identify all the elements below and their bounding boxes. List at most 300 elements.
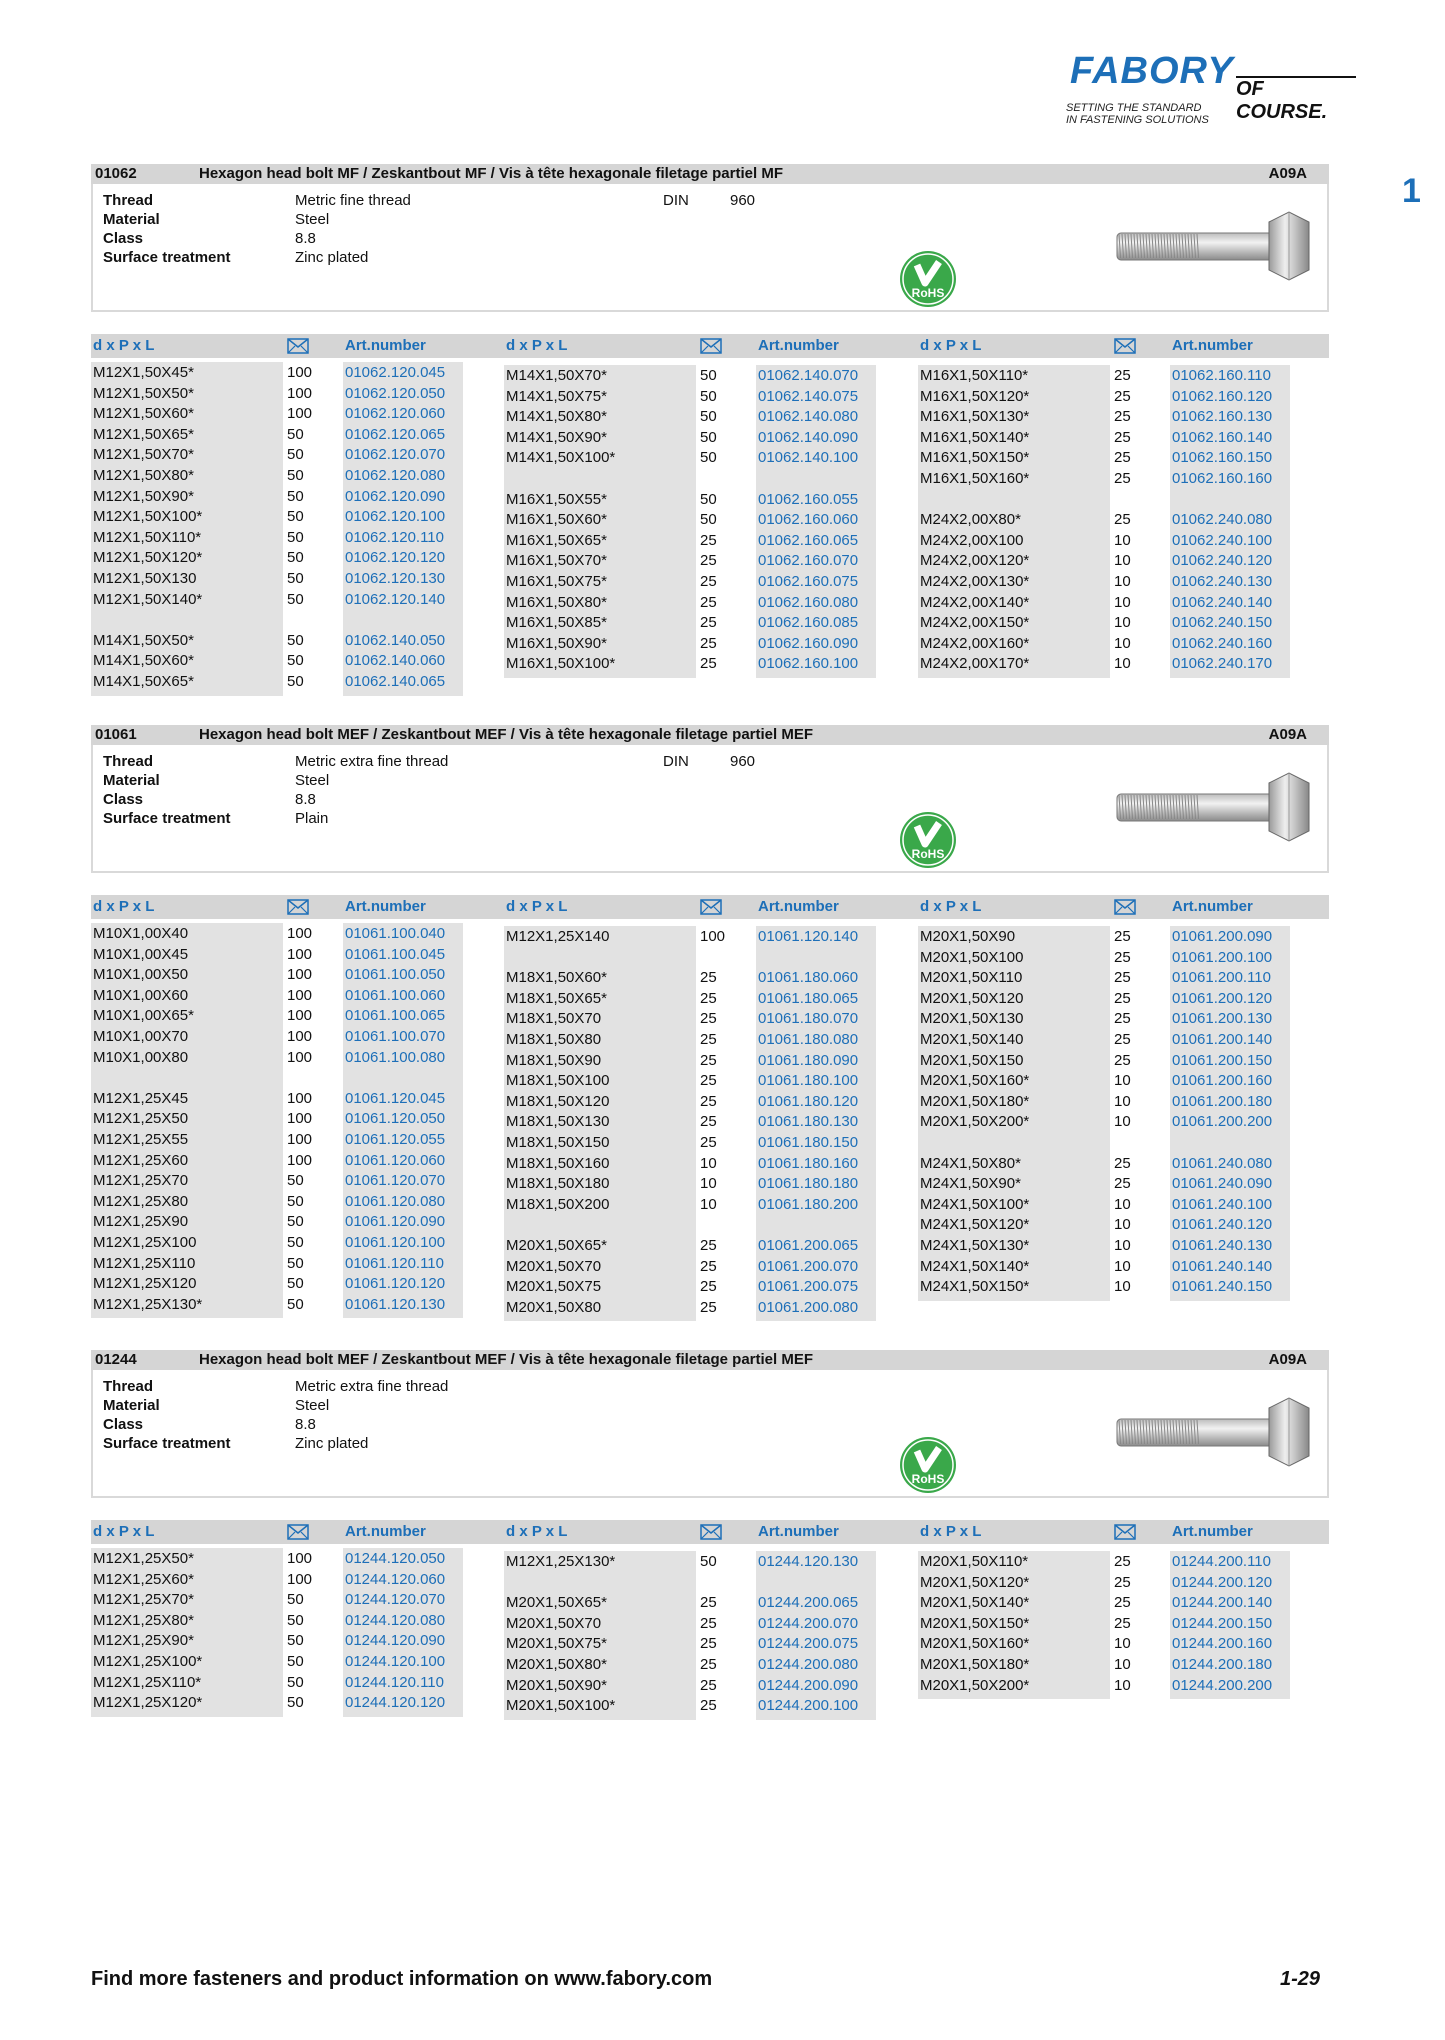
- quantity-cell: 50: [287, 673, 304, 690]
- section-header: [91, 725, 1329, 745]
- column-header-size: d x P x L: [506, 1523, 568, 1540]
- art-number-link[interactable]: 01061.120.080: [345, 1192, 446, 1210]
- art-number-link[interactable]: 01061.180.180: [758, 1175, 859, 1193]
- quantity-cell: 10: [1114, 634, 1131, 652]
- column-header-art: Art.number: [1172, 337, 1253, 354]
- size-cell: M24X1,50X100*: [920, 1195, 1030, 1213]
- art-number-link[interactable]: 01061.200.100: [1172, 948, 1273, 966]
- art-number-link[interactable]: 01061.180.070: [758, 1010, 859, 1028]
- quantity-cell: 50: [287, 1213, 304, 1231]
- spec-label-class: Class: [103, 791, 144, 808]
- art-number-link[interactable]: 01061.200.140: [1172, 1031, 1273, 1048]
- art-number-link[interactable]: 01061.240.100: [1172, 1195, 1273, 1213]
- quantity-cell: 10: [1114, 1278, 1131, 1296]
- size-cell: M12X1,25X60*: [93, 1570, 194, 1588]
- art-number-link[interactable]: 01062.140.070: [758, 367, 859, 384]
- art-number-link[interactable]: 01062.160.100: [758, 655, 859, 673]
- art-number-link[interactable]: 01061.200.180: [1172, 1092, 1273, 1110]
- art-number-link[interactable]: 01061.100.045: [345, 945, 446, 963]
- art-number-link[interactable]: 01061.100.050: [345, 966, 446, 984]
- quantity-cell: 50: [287, 1694, 304, 1712]
- art-number-link[interactable]: 01061.180.200: [758, 1195, 859, 1213]
- size-cell: M20X1,50X70: [506, 1257, 602, 1275]
- envelope-icon: [700, 338, 722, 354]
- size-cell: M12X1,50X100*: [93, 508, 203, 526]
- art-number-link[interactable]: 01061.120.100: [345, 1234, 446, 1251]
- brand-tagline: [1066, 102, 1286, 126]
- art-number-link[interactable]: 01244.200.200: [1172, 1676, 1273, 1694]
- art-number-link[interactable]: 01061.120.045: [345, 1089, 446, 1107]
- art-number-link[interactable]: 01244.200.110: [1172, 1553, 1271, 1570]
- art-number-link[interactable]: 01244.200.120: [1172, 1573, 1273, 1591]
- column-header-size: d x P x L: [506, 898, 568, 915]
- art-number-link[interactable]: 01062.160.085: [758, 614, 859, 632]
- envelope-icon: [1114, 338, 1136, 354]
- quantity-cell: 25: [700, 531, 717, 549]
- art-number-link[interactable]: 01062.140.065: [345, 673, 446, 690]
- quantity-cell: 25: [700, 655, 717, 673]
- size-cell: M12X1,50X65*: [93, 425, 194, 443]
- art-number-link[interactable]: 01244.120.070: [345, 1591, 446, 1609]
- quantity-cell: 50: [287, 631, 304, 649]
- envelope-icon: [1114, 899, 1136, 915]
- quantity-cell: 10: [1114, 1257, 1131, 1275]
- column-header-row: [91, 334, 1329, 358]
- art-number-link[interactable]: 01061.240.120: [1172, 1216, 1273, 1234]
- size-cell: M16X1,50X160*: [920, 470, 1030, 487]
- art-number-link[interactable]: 01061.240.140: [1172, 1257, 1273, 1275]
- spec-label-class: Class: [103, 230, 144, 247]
- art-number-link[interactable]: 01062.140.100: [758, 449, 859, 467]
- spec-label-surface: Surface treatment: [103, 249, 231, 266]
- quantity-cell: 100: [287, 986, 313, 1004]
- quantity-cell: 100: [287, 364, 313, 381]
- size-cell: M20X1,50X120*: [920, 1573, 1030, 1591]
- tagline-line-2: IN FASTENING SOLUTIONS: [1066, 114, 1209, 126]
- size-cell: M12X1,50X80*: [93, 467, 194, 484]
- rohs-label: RoHS: [911, 1472, 945, 1486]
- size-cell: M10X1,00X50: [93, 966, 189, 984]
- size-cell: M16X1,50X55*: [506, 490, 607, 508]
- column-header-size: d x P x L: [920, 1523, 982, 1540]
- art-number-link[interactable]: 01062.240.160: [1172, 634, 1273, 652]
- size-cell: M24X2,00X140*: [920, 593, 1030, 611]
- column-header-size: d x P x L: [506, 337, 568, 354]
- quantity-cell: 10: [1114, 552, 1131, 570]
- art-number-link[interactable]: 01061.120.070: [345, 1172, 446, 1190]
- envelope-icon: [287, 1524, 309, 1540]
- art-number-link[interactable]: 01062.160.140: [1172, 428, 1273, 446]
- size-cell: M16X1,50X70*: [506, 552, 607, 570]
- art-number-link[interactable]: 01244.120.100: [345, 1653, 446, 1670]
- art-number-link[interactable]: 01062.160.080: [758, 593, 859, 611]
- art-number-link[interactable]: 01062.120.100: [345, 508, 446, 526]
- quantity-cell: 100: [287, 1048, 313, 1066]
- art-number-link[interactable]: 01062.120.090: [345, 487, 446, 505]
- art-number-link[interactable]: 01062.160.070: [758, 552, 859, 570]
- quantity-cell: 100: [287, 1550, 313, 1567]
- art-number-link[interactable]: 01062.140.060: [345, 652, 446, 670]
- quantity-cell: 50: [700, 1553, 717, 1570]
- art-number-link[interactable]: 01062.140.080: [758, 408, 859, 426]
- quantity-cell: 50: [700, 511, 717, 529]
- quantity-cell: 10: [1114, 1676, 1131, 1694]
- size-cell: M12X1,25X80: [93, 1192, 189, 1210]
- column-header-row: [91, 1520, 1329, 1544]
- spec-value-material: Steel: [295, 772, 330, 789]
- quantity-cell: 100: [700, 928, 726, 945]
- quantity-cell: 50: [700, 428, 717, 446]
- art-number-link[interactable]: 01061.240.080: [1172, 1154, 1273, 1172]
- art-number-link[interactable]: 01062.120.130: [345, 570, 446, 587]
- art-number-link[interactable]: 01244.200.100: [758, 1697, 859, 1715]
- art-number-link[interactable]: 01062.120.070: [345, 446, 446, 464]
- art-number-link[interactable]: 01244.200.065: [758, 1594, 859, 1612]
- quantity-cell: 25: [700, 1010, 717, 1028]
- din-value: 960: [730, 192, 756, 209]
- art-number-link[interactable]: 01062.240.170: [1172, 655, 1273, 673]
- art-number-link[interactable]: 01061.200.090: [1172, 928, 1273, 945]
- art-number-link[interactable]: 01062.240.130: [1172, 573, 1273, 590]
- size-cell: M16X1,50X100*: [506, 655, 616, 673]
- din-value: 960: [730, 753, 756, 770]
- quantity-cell: 25: [700, 1134, 717, 1151]
- quantity-cell: 100: [287, 1028, 313, 1045]
- quantity-cell: 25: [700, 1237, 717, 1254]
- quantity-cell: 25: [700, 1051, 717, 1069]
- product-section-01061: [91, 725, 1329, 1316]
- size-cell: M24X2,00X120*: [920, 552, 1030, 570]
- art-number-link[interactable]: 01061.180.060: [758, 969, 859, 987]
- art-number-link[interactable]: 01244.200.080: [758, 1656, 859, 1673]
- art-number-link[interactable]: 01244.200.070: [758, 1614, 859, 1632]
- art-number-link[interactable]: 01061.240.090: [1172, 1175, 1273, 1193]
- spec-value-material: Steel: [295, 211, 330, 228]
- quantity-cell: 25: [700, 1614, 717, 1632]
- size-cell: M10X1,00X70: [93, 1028, 189, 1045]
- art-number-link[interactable]: 01062.160.150: [1172, 449, 1273, 467]
- spec-label-thread: Thread: [103, 753, 154, 770]
- art-number-link[interactable]: 01061.180.130: [758, 1113, 859, 1131]
- product-code: 01061: [95, 726, 137, 743]
- column-header-size: d x P x L: [93, 1523, 155, 1540]
- quantity-cell: 10: [1114, 1113, 1131, 1131]
- quantity-cell: 50: [287, 652, 304, 670]
- quantity-cell: 25: [700, 634, 717, 652]
- quantity-cell: 25: [1114, 470, 1131, 487]
- column-header-size: d x P x L: [93, 898, 155, 915]
- art-number-link[interactable]: 01244.120.130: [758, 1553, 859, 1570]
- quantity-cell: 50: [287, 590, 304, 608]
- art-number-link[interactable]: 01062.240.140: [1172, 593, 1273, 611]
- spec-box: [91, 745, 1329, 873]
- quantity-cell: 25: [700, 1031, 717, 1048]
- art-number-link[interactable]: 01062.160.160: [1172, 470, 1273, 487]
- art-number-link[interactable]: 01244.120.050: [345, 1550, 446, 1567]
- size-cell: M20X1,50X100*: [506, 1697, 616, 1715]
- quantity-cell: 10: [1114, 1216, 1131, 1234]
- art-number-link[interactable]: 01062.120.120: [345, 549, 446, 567]
- size-cell: M24X1,50X120*: [920, 1216, 1030, 1234]
- column-header-art: Art.number: [758, 1523, 839, 1540]
- art-number-link[interactable]: 01062.160.060: [758, 511, 859, 529]
- art-number-link[interactable]: 01244.200.150: [1172, 1614, 1273, 1632]
- art-number-link[interactable]: 01244.120.080: [345, 1611, 446, 1629]
- size-cell: M12X1,25X120*: [93, 1694, 203, 1712]
- quantity-cell: 10: [700, 1175, 717, 1193]
- quantity-cell: 50: [287, 1254, 304, 1272]
- art-number-link[interactable]: 01244.120.110: [345, 1673, 444, 1691]
- size-cell: M16X1,50X65*: [506, 531, 607, 549]
- column-header-art: Art.number: [1172, 898, 1253, 915]
- quantity-cell: 100: [287, 966, 313, 984]
- rohs-badge-icon: [899, 250, 957, 308]
- quantity-cell: 50: [287, 1632, 304, 1650]
- hex-bolt-image: [1113, 1396, 1311, 1468]
- size-cell: M12X1,25X130*: [506, 1553, 616, 1570]
- art-number-link[interactable]: 01061.200.120: [1172, 989, 1273, 1007]
- art-number-link[interactable]: 01244.200.090: [758, 1676, 859, 1694]
- spec-label-material: Material: [103, 211, 160, 228]
- quantity-cell: 50: [287, 487, 304, 505]
- quantity-cell: 50: [287, 1591, 304, 1609]
- size-cell: M18X1,50X70: [506, 1010, 602, 1028]
- spec-value-thread: Metric extra fine thread: [295, 1378, 449, 1395]
- art-number-link[interactable]: 01062.160.075: [758, 573, 859, 590]
- size-cell: M10X1,00X40: [93, 925, 189, 942]
- art-number-link[interactable]: 01062.240.100: [1172, 531, 1273, 549]
- size-cell: M18X1,50X150: [506, 1134, 610, 1151]
- size-cell: M24X2,00X170*: [920, 655, 1030, 673]
- din-label: DIN: [663, 192, 689, 209]
- art-number-link[interactable]: 01061.200.150: [1172, 1051, 1273, 1069]
- column-header-size: d x P x L: [93, 337, 155, 354]
- quantity-cell: 25: [1114, 1031, 1131, 1048]
- art-number-link[interactable]: 01062.120.110: [345, 528, 444, 546]
- art-number-link[interactable]: 01061.120.090: [345, 1213, 446, 1231]
- art-number-link[interactable]: 01244.120.060: [345, 1570, 446, 1588]
- quantity-cell: 10: [1114, 531, 1131, 549]
- size-cell: M16X1,50X140*: [920, 428, 1030, 446]
- art-number-link[interactable]: 01061.180.080: [758, 1031, 859, 1048]
- art-number-link[interactable]: 01061.180.065: [758, 989, 859, 1007]
- size-cell: M14X1,50X90*: [506, 428, 607, 446]
- art-number-link[interactable]: 01061.200.065: [758, 1237, 859, 1254]
- art-number-link[interactable]: 01062.140.075: [758, 387, 859, 405]
- envelope-icon: [700, 1524, 722, 1540]
- size-cell: M12X1,25X110: [93, 1254, 196, 1272]
- art-number-link[interactable]: 01244.200.160: [1172, 1635, 1273, 1653]
- art-number-link[interactable]: 01062.140.050: [345, 631, 446, 649]
- art-number-link[interactable]: 01062.120.080: [345, 467, 446, 484]
- art-number-link[interactable]: 01061.100.070: [345, 1028, 446, 1045]
- size-cell: M20X1,50X110: [920, 969, 1023, 987]
- size-cell: M12X1,50X50*: [93, 384, 194, 402]
- size-cell: M20X1,50X160*: [920, 1072, 1030, 1090]
- art-number-link[interactable]: 01061.200.075: [758, 1278, 859, 1296]
- art-number-link[interactable]: 01062.140.090: [758, 428, 859, 446]
- art-number-link[interactable]: 01062.160.120: [1172, 387, 1273, 405]
- column-header-art: Art.number: [758, 898, 839, 915]
- art-number-link[interactable]: 01061.180.100: [758, 1072, 859, 1090]
- art-number-link[interactable]: 01061.200.070: [758, 1257, 859, 1275]
- art-number-link[interactable]: 01061.120.060: [345, 1151, 446, 1169]
- quantity-cell: 25: [700, 552, 717, 570]
- art-number-link[interactable]: 01061.180.090: [758, 1051, 859, 1069]
- art-number-link[interactable]: 01062.160.130: [1172, 408, 1273, 426]
- size-cell: M12X1,25X100*: [93, 1653, 203, 1670]
- rohs-label: RoHS: [911, 286, 945, 300]
- art-number-link[interactable]: 01061.100.080: [345, 1048, 446, 1066]
- art-number-link[interactable]: 01061.200.110: [1172, 969, 1271, 987]
- art-number-link[interactable]: 01061.180.160: [758, 1154, 859, 1172]
- quantity-cell: 25: [700, 1635, 717, 1653]
- art-number-link[interactable]: 01061.100.060: [345, 986, 446, 1004]
- art-number-link[interactable]: 01244.200.075: [758, 1635, 859, 1653]
- art-number-link[interactable]: 01062.240.150: [1172, 614, 1273, 632]
- art-number-link[interactable]: 01061.100.040: [345, 925, 446, 942]
- spec-box: [91, 1370, 1329, 1498]
- quantity-cell: 25: [700, 1676, 717, 1694]
- art-number-link[interactable]: 01062.160.090: [758, 634, 859, 652]
- size-cell: M20X1,50X140: [920, 1031, 1024, 1048]
- art-number-link[interactable]: 01061.120.050: [345, 1110, 446, 1128]
- spec-value-surface: Zinc plated: [295, 1435, 369, 1452]
- quantity-cell: 100: [287, 405, 313, 423]
- quantity-cell: 100: [287, 1110, 313, 1128]
- size-cell: M20X1,50X150*: [920, 1614, 1030, 1632]
- art-number-link[interactable]: 01062.160.110: [1172, 367, 1271, 384]
- size-cell: M24X1,50X140*: [920, 1257, 1030, 1275]
- rohs-badge-icon: [899, 811, 957, 869]
- art-number-link[interactable]: 01061.120.110: [345, 1254, 444, 1272]
- quantity-cell: 25: [1114, 408, 1131, 426]
- quantity-cell: 25: [1114, 1010, 1131, 1028]
- size-cell: M16X1,50X150*: [920, 449, 1030, 467]
- art-number-link[interactable]: 01061.120.130: [345, 1295, 446, 1313]
- size-cell: M20X1,50X130: [920, 1010, 1024, 1028]
- classification-code: A09A: [1268, 1351, 1307, 1368]
- art-number-link[interactable]: 01062.120.060: [345, 405, 446, 423]
- size-cell: M12X1,25X140: [506, 928, 610, 945]
- art-number-link[interactable]: 01061.200.080: [758, 1298, 859, 1316]
- quantity-cell: 50: [287, 1611, 304, 1629]
- quantity-cell: 100: [287, 1131, 313, 1148]
- footer-text: Find more fasteners and product information on www.fabory.com: [91, 1968, 713, 1990]
- quantity-cell: 10: [700, 1154, 717, 1172]
- size-cell: M12X1,25X110*: [93, 1673, 202, 1691]
- art-number-link[interactable]: 01062.120.140: [345, 590, 446, 608]
- size-cell: M24X1,50X90*: [920, 1175, 1021, 1193]
- size-cell: M12X1,25X120: [93, 1275, 197, 1293]
- art-number-link[interactable]: 01061.200.200: [1172, 1113, 1273, 1131]
- size-cell: M16X1,50X85*: [506, 614, 607, 632]
- spec-box: [91, 184, 1329, 312]
- quantity-cell: 100: [287, 1007, 313, 1025]
- art-number-link[interactable]: 01244.200.180: [1172, 1656, 1273, 1673]
- size-cell: M16X1,50X130*: [920, 408, 1030, 426]
- envelope-icon: [287, 338, 309, 354]
- quantity-cell: 25: [700, 1072, 717, 1090]
- quantity-cell: 10: [1114, 593, 1131, 611]
- product-title: Hexagon head bolt MEF / Zeskantbout MEF / Vis à tête hexagonale filetage partiel MEF: [199, 1351, 814, 1368]
- art-number-link[interactable]: 01061.240.130: [1172, 1237, 1273, 1254]
- size-cell: M16X1,50X60*: [506, 511, 607, 529]
- size-cell: M12X1,50X70*: [93, 446, 194, 464]
- art-number-link[interactable]: 01061.120.140: [758, 928, 859, 945]
- quantity-cell: 50: [700, 387, 717, 405]
- classification-code: A09A: [1268, 726, 1307, 743]
- size-cell: M24X1,50X130*: [920, 1237, 1030, 1254]
- size-cell: M20X1,50X140*: [920, 1594, 1030, 1612]
- size-cell: M18X1,50X60*: [506, 969, 607, 987]
- art-number-link[interactable]: 01061.180.120: [758, 1092, 859, 1110]
- quantity-cell: 100: [287, 384, 313, 402]
- art-number-link[interactable]: 01062.160.065: [758, 531, 859, 549]
- size-cell: M20X1,50X180*: [920, 1656, 1030, 1673]
- quantity-cell: 50: [287, 1653, 304, 1670]
- tagline-line-1: SETTING THE STANDARD: [1066, 102, 1202, 114]
- art-number-link[interactable]: 01061.200.130: [1172, 1010, 1273, 1028]
- art-number-link[interactable]: 01244.200.140: [1172, 1594, 1273, 1612]
- art-number-link[interactable]: 01061.180.150: [758, 1134, 859, 1151]
- art-number-link[interactable]: 01061.200.160: [1172, 1072, 1273, 1090]
- art-number-link[interactable]: 01061.240.150: [1172, 1278, 1273, 1296]
- quantity-cell: 100: [287, 1089, 313, 1107]
- size-cell: M12X1,50X60*: [93, 405, 194, 423]
- art-number-link[interactable]: 01062.240.120: [1172, 552, 1273, 570]
- rohs-badge-icon: [899, 1436, 957, 1494]
- art-number-link[interactable]: 01061.120.120: [345, 1275, 446, 1293]
- column-header-art: Art.number: [758, 337, 839, 354]
- art-number-link[interactable]: 01062.160.055: [758, 490, 859, 508]
- quantity-cell: 50: [287, 549, 304, 567]
- art-number-link[interactable]: 01244.120.090: [345, 1632, 446, 1650]
- spec-value-material: Steel: [295, 1397, 330, 1414]
- quantity-cell: 25: [1114, 428, 1131, 446]
- art-number-link[interactable]: 01061.120.055: [345, 1131, 446, 1148]
- spec-label-surface: Surface treatment: [103, 810, 231, 827]
- size-cell: M12X1,25X90*: [93, 1632, 194, 1650]
- spec-label-class: Class: [103, 1416, 144, 1433]
- hex-bolt-image: [1113, 771, 1311, 843]
- product-section-01244: [91, 1350, 1329, 1715]
- art-number-link[interactable]: 01244.120.120: [345, 1694, 446, 1712]
- size-cell: M10X1,00X60: [93, 986, 189, 1004]
- art-number-link[interactable]: 01062.120.045: [345, 364, 446, 381]
- size-cell: M12X1,50X120*: [93, 549, 203, 567]
- size-cell: M14X1,50X70*: [506, 367, 607, 384]
- quantity-cell: 25: [1114, 969, 1131, 987]
- brand-name: FABORY: [1070, 50, 1234, 92]
- spec-value-surface: Zinc plated: [295, 249, 369, 266]
- size-cell: M20X1,50X75*: [506, 1635, 607, 1653]
- art-number-link[interactable]: 01062.120.065: [345, 425, 446, 443]
- size-cell: M10X1,00X80: [93, 1048, 189, 1066]
- quantity-cell: 50: [287, 1234, 304, 1251]
- art-number-link[interactable]: 01062.120.050: [345, 384, 446, 402]
- quantity-cell: 50: [700, 408, 717, 426]
- art-number-link[interactable]: 01062.240.080: [1172, 511, 1273, 529]
- size-cell: M20X1,50X90*: [506, 1676, 607, 1694]
- size-cell: M20X1,50X160*: [920, 1635, 1030, 1653]
- size-cell: M12X1,25X70*: [93, 1591, 194, 1609]
- quantity-cell: 10: [1114, 573, 1131, 590]
- quantity-cell: 10: [1114, 1195, 1131, 1213]
- size-cell: M16X1,50X80*: [506, 593, 607, 611]
- spec-value-class: 8.8: [295, 230, 316, 247]
- art-number-link[interactable]: 01061.100.065: [345, 1007, 446, 1025]
